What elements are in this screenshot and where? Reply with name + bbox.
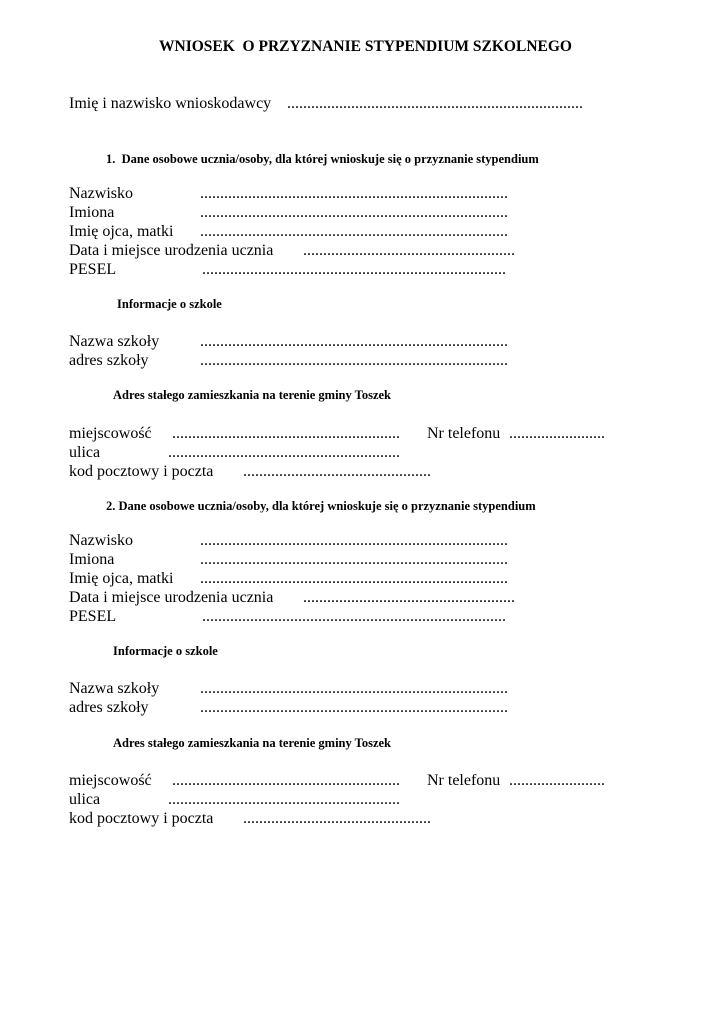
applicant-field[interactable]: .......................................................................... bbox=[287, 95, 583, 112]
s1-surname-field[interactable]: ............................................................................. bbox=[200, 185, 508, 202]
s2-parents-label: Imię ojca, matki bbox=[69, 570, 174, 587]
s2-postal-field[interactable]: ............................................... bbox=[243, 810, 431, 827]
s2-school-name-field[interactable]: ............................................................................. bbox=[200, 680, 508, 697]
s1-surname-label: Nazwisko bbox=[69, 185, 133, 202]
s2-school-name-label: Nazwa szkoły bbox=[69, 680, 160, 697]
s2-postal-label: kod pocztowy i poczta bbox=[69, 810, 214, 827]
s1-address-heading: Adres stałego zamieszkania na terenie gminy Toszek bbox=[113, 388, 392, 402]
s2-town-label: miejscowość bbox=[69, 772, 152, 789]
s1-pesel-label: PESEL bbox=[69, 261, 117, 278]
s1-phone-field[interactable]: ........................ bbox=[509, 425, 605, 442]
s1-school-address-field[interactable]: ............................................................................. bbox=[200, 352, 508, 369]
s1-pesel-field[interactable]: ............................................................................ bbox=[202, 261, 506, 278]
s1-parents-field[interactable]: ............................................................................. bbox=[200, 223, 508, 240]
section-1-heading: 1. Dane osobowe ucznia/osoby, dla której wnioskuje się o przyznanie stypendium bbox=[106, 152, 539, 166]
s1-phone-label: Nr telefonu bbox=[427, 425, 501, 442]
section-2-heading: 2. Dane osobowe ucznia/osoby, dla której wnioskuje się o przyznanie stypendium bbox=[106, 499, 536, 513]
s2-parents-field[interactable]: ............................................................................. bbox=[200, 570, 508, 587]
s2-school-heading: Informacje o szkole bbox=[113, 644, 218, 658]
s1-postal-label: kod pocztowy i poczta bbox=[69, 463, 214, 480]
applicant-label: Imię i nazwisko wnioskodawcy bbox=[69, 95, 272, 112]
s2-phone-label: Nr telefonu bbox=[427, 772, 501, 789]
s1-school-address-label: adres szkoły bbox=[69, 352, 149, 369]
s2-street-field[interactable]: .......................................................... bbox=[168, 791, 400, 808]
s2-school-address-label: adres szkoły bbox=[69, 699, 149, 716]
s1-street-field[interactable]: .......................................................... bbox=[168, 444, 400, 461]
s2-pesel-label: PESEL bbox=[69, 608, 117, 625]
s1-birth-field[interactable]: ..................................................... bbox=[303, 242, 515, 259]
s1-town-label: miejscowość bbox=[69, 425, 152, 442]
s1-school-name-field[interactable]: ............................................................................. bbox=[200, 333, 508, 350]
s2-first-names-label: Imiona bbox=[69, 551, 115, 568]
s2-first-names-field[interactable]: ............................................................................. bbox=[200, 551, 508, 568]
s1-street-label: ulica bbox=[69, 444, 101, 461]
s1-school-heading: Informacje o szkole bbox=[117, 297, 222, 311]
s2-birth-label: Data i miejsce urodzenia ucznia bbox=[69, 589, 274, 606]
s1-birth-label: Data i miejsce urodzenia ucznia bbox=[69, 242, 274, 259]
s1-parents-label: Imię ojca, matki bbox=[69, 223, 174, 240]
document-title: WNIOSEK O PRZYZNANIE STYPENDIUM SZKOLNEGO bbox=[159, 38, 572, 55]
s2-birth-field[interactable]: ..................................................... bbox=[303, 589, 515, 606]
s1-town-field[interactable]: ......................................................... bbox=[172, 425, 400, 442]
s1-postal-field[interactable]: ............................................... bbox=[243, 463, 431, 480]
s2-address-heading: Adres stałego zamieszkania na terenie gminy Toszek bbox=[113, 736, 392, 750]
s2-street-label: ulica bbox=[69, 791, 101, 808]
s1-first-names-label: Imiona bbox=[69, 204, 115, 221]
s2-pesel-field[interactable]: ............................................................................ bbox=[202, 608, 506, 625]
s2-surname-label: Nazwisko bbox=[69, 532, 133, 549]
s2-surname-field[interactable]: ............................................................................. bbox=[200, 532, 508, 549]
s1-school-name-label: Nazwa szkoły bbox=[69, 333, 160, 350]
s2-phone-field[interactable]: ........................ bbox=[509, 772, 605, 789]
s2-town-field[interactable]: ......................................................... bbox=[172, 772, 400, 789]
s1-first-names-field[interactable]: ............................................................................. bbox=[200, 204, 508, 221]
s2-school-address-field[interactable]: ............................................................................. bbox=[200, 699, 508, 716]
